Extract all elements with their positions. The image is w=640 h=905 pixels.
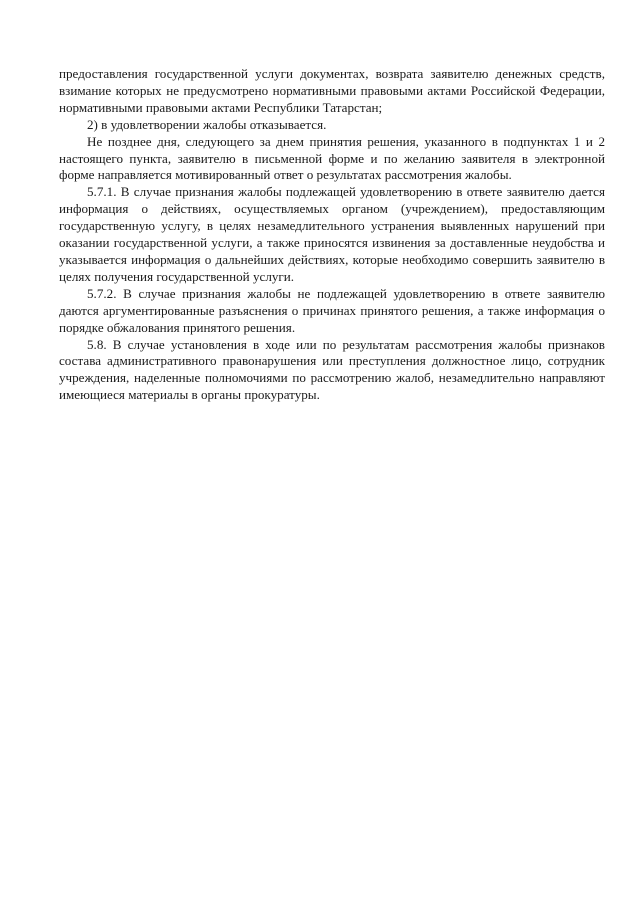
paragraph-5-8: 5.8. В случае установления в ходе или по результатам рассмотрения жалобы признаков состава административного правонарушения или преступления должностное лицо, сотрудник учреждения, наделенные полномочиями по рассмотрению жалоб, незамедлительно направляют имеющиеся материалы в органы прокуратуры.	[59, 336, 605, 403]
paragraph-response-deadline: Не позднее дня, следующего за днем принятия решения, указанного в подпунктах 1 и 2 настоящего пункта, заявителю в письменной форме и по желанию заявителя в электронной форме направляется мотивированный ответ о результатах рассмотрения жалобы.	[59, 133, 605, 183]
paragraph-5-7-1: 5.7.1. В случае признания жалобы подлежащей удовлетворению в ответе заявителю дается информация о действиях, осуществляемых органом (учреждением), предоставляющим государственную услугу, в целях незамедлительного устранения выявленных нарушений при оказании государственной услуги, а также приносятся извинения за доставленные неудобства и указывается информация о дальнейших действиях, которые необходимо совершить заявителю в целях получения государственной услуги.	[59, 184, 605, 284]
paragraph-refusal: 2) в удовлетворении жалобы отказывается.	[87, 116, 327, 132]
document-body	[59, 66, 605, 404]
paragraph-continuation: предоставления государственной услуги документах, возврата заявителю денежных средств, взимание которых не предусмотрено нормативными правовыми актами Российской Федерации, нормативными правовыми актами Республики Татарстан;	[59, 66, 605, 115]
paragraph-5-7-2: 5.7.2. В случае признания жалобы не подлежащей удовлетворению в ответе заявителю даются аргументированные разъяснения о причинах принятого решения, а также информация о порядке обжалования принятого решения.	[59, 285, 605, 335]
